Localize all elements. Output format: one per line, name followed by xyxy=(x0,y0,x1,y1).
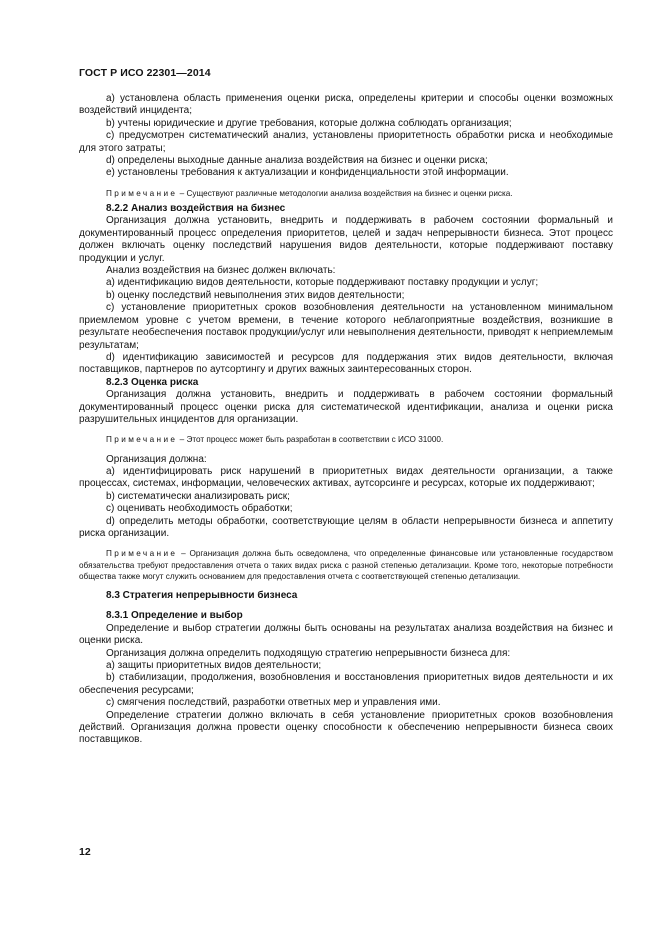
paragraph: Организация должна определить подходящую стратегию непрерывности бизнеса для: xyxy=(106,647,511,659)
list-item: c) установление приоритетных сроков возобновления деятельности на установленном минимальном приемлемом уровне с учетом времени, в течение которого неблагоприятные воздействия, возникшие в результате необеспечения поставок продукции/услуг или невыполнения деятельности, приводят к неприемлемым результатам; xyxy=(79,302,613,351)
list-item: b) систематически анализировать риск; xyxy=(106,490,290,502)
list-item: c) смягчения последствий, разработки ответных мер и управления ими. xyxy=(106,697,441,709)
note-label: Примечание xyxy=(106,549,178,559)
list-item: d) определены выходные данные анализа воздействия на бизнес и оценки риска; xyxy=(106,155,488,167)
list-item: a) идентификацию видов деятельности, которые поддерживают поставку продукции и услуг; xyxy=(106,277,539,289)
document-body xyxy=(79,93,613,747)
paragraph: Организация должна установить, внедрить и поддерживать в рабочем состоянии формальный документированный процесс оценки риска для систематической идентификации, анализа и оценки риска разрушительных инцидентов для организации. xyxy=(79,389,613,425)
document-header: ГОСТ Р ИСО 22301—2014 xyxy=(79,67,211,79)
paragraph: Определение и выбор стратегии должны быть основаны на результатах анализа воздействия на бизнес и оценки риска. xyxy=(79,622,613,647)
list-item: a) идентифицировать риск нарушений в приоритетных видах деятельности организации, а также процессах, системах, информации, человеческих активах, аутсорсинге и ресурсах, которые их поддерживают; xyxy=(79,465,613,490)
note-label: Примечание xyxy=(106,188,178,198)
list-item: c) оценивать необходимость обработки; xyxy=(106,503,293,515)
list-item: b) оценку последствий невыполнения этих видов деятельности; xyxy=(106,289,405,301)
note xyxy=(79,188,613,199)
note-text: – Этот процесс может быть разработан в соответствии с ИСО 31000. xyxy=(177,435,444,445)
list-item: e) установлены требования к актуализации и конфиденциальности этой информации. xyxy=(106,167,509,179)
note-text: – Существуют различные методологии анализа воздействия на бизнес и оценки риска. xyxy=(177,188,513,198)
note xyxy=(79,548,613,582)
section-heading: 8.3 Стратегия непрерывности бизнеса xyxy=(106,590,298,602)
section-heading: 8.2.3 Оценка риска xyxy=(106,376,199,388)
paragraph: Организация должна: xyxy=(106,453,207,465)
list-item: b) учтены юридические и другие требования, которые должна соблюдать организация; xyxy=(106,117,512,129)
list-item: b) стабилизации, продолжения, возобновления и восстановления приоритетных видов деятельности и их обеспечения ресурсами; xyxy=(79,672,613,696)
page-number: 12 xyxy=(79,846,91,858)
section-heading: 8.2.2 Анализ воздействия на бизнес xyxy=(106,203,286,215)
list-item: d) определить методы обработки, соответствующие целям в области непрерывности бизнеса и аппетиту риска организации. xyxy=(79,515,613,539)
section-heading: 8.3.1 Определение и выбор xyxy=(106,610,243,622)
note xyxy=(79,434,613,445)
paragraph: Анализ воздействия на бизнес должен включать: xyxy=(106,265,336,277)
list-item: a) защиты приоритетных видов деятельности; xyxy=(106,660,322,672)
list-item: d) идентификацию зависимостей и ресурсов для поддержания этих видов деятельности, включая поставщиков, партнеров по аутсортингу и других важных заинтересованных сторон. xyxy=(79,351,613,376)
list-item: c) предусмотрен систематический анализ, установлены приоритетность обработки риска и необходимые для этого затраты; xyxy=(79,130,613,154)
note-text: – Организация должна быть осведомлена, что определенные финансовые или установленные государством обязательства требуют предоставления отчета о таких видах риска с разной степенью детализации. Кроме того, некоторые потребности общества также могут служить основанием для предоставления отчета с соответствующей степенью детализации. xyxy=(79,549,613,581)
paragraph: Организация должна установить, внедрить и поддерживать в рабочем состоянии формальный и документированный процесс определения приоритетов, целей и задач непрерывности бизнеса. Этот процесс должен включать оценку последствий нарушения видов деятельности, которые поддерживают поставку продукции и услуг. xyxy=(79,215,613,264)
paragraph: Определение стратегии должно включать в себя установление приоритетных сроков возобновления действий. Организация должна провести оценку способности к обеспечению непрерывности бизнеса своих поставщиков. xyxy=(79,709,613,746)
list-item: a) установлена область применения оценки риска, определены критерии и способы оценки возможных воздействий инцидента; xyxy=(79,93,613,117)
note-label: Примечание xyxy=(106,435,178,445)
